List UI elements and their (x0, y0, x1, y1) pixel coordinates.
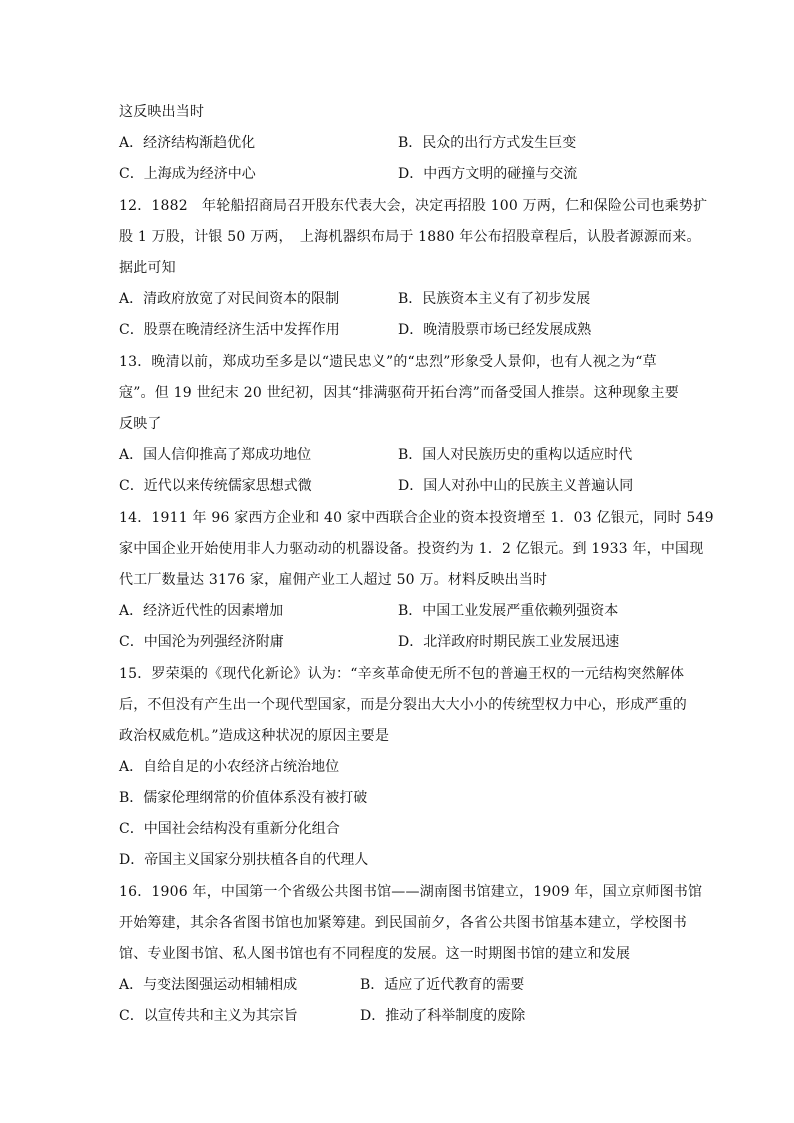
q15-option-b: B．儒家伦理纲常的价值体系没有被打破 (119, 790, 368, 806)
q11-option-c: C．上海成为经济中心 (119, 166, 256, 182)
q13-option-d: D．国人对孙中山的民族主义普遍认同 (398, 478, 634, 494)
q12-stem-line-2: 股 1 万股，计银 50 万两， 上海机器织布局于 1880 年公布招股章程后，认股者源源而来。 (119, 229, 701, 245)
q13-stem-line-1: 13．晚清以前，郑成功至多是以“遗民忠义”的“忠烈”形象受人景仰，也有人视之为“草 (119, 354, 657, 370)
q11-option-d: D．中西方文明的碰撞与交流 (398, 166, 578, 182)
q16-stem-line-1: 16．1906 年，中国第一个省级公共图书馆——湖南图书馆建立，1909 年，国立京师图书馆 (119, 884, 703, 900)
q13-option-b: B．国人对民族历史的重构以适应时代 (398, 447, 633, 463)
q16-option-b: B．适应了近代教育的需要 (360, 977, 525, 993)
q16-stem-line-3: 馆、专业图书馆、私人图书馆也有不同程度的发展。这一时期图书馆的建立和发展 (119, 946, 631, 962)
q12-option-b: B．民族资本主义有了初步发展 (398, 291, 591, 307)
q15-option-c: C．中国社会结构没有重新分化组合 (119, 821, 340, 837)
q15-option-a: A．自给自足的小农经济占统治地位 (119, 759, 340, 775)
q14-stem-line-3: 代工厂数量达 3176 家，雇佣产业工人超过 50 万。材料反映出当时 (119, 572, 548, 588)
q12-stem-line-1: 12．1882 年轮船招商局召开股东代表大会，决定再招股 100 万两，仁和保险公司也乘势扩 (119, 198, 708, 214)
q15-option-d: D．帝国主义国家分别扶植各自的代理人 (119, 852, 369, 868)
q15-stem-line-3: 政治权威危机。”造成这种状况的原因主要是 (119, 728, 390, 744)
q15-stem-line-1: 15．罗荣渠的《现代化新论》认为：“辛亥革命使无所不包的普遍王权的一元结构突然解体 (119, 666, 685, 682)
q11-stem: 这反映出当时 (119, 104, 205, 120)
q15-stem-line-2: 后，不但没有产生出一个现代型国家，而是分裂出大大小小的传统型权力中心，形成严重的 (119, 697, 687, 713)
q14-option-a: A．经济近代性的因素增加 (119, 603, 284, 619)
q12-stem-line-3: 据此可知 (119, 260, 176, 276)
q12-option-a: A．清政府放宽了对民间资本的限制 (119, 291, 340, 307)
q13-stem-line-2: 寇”。但 19 世纪末 20 世纪初，因其“排满驱荷开拓台湾”而备受国人推崇。这种现象主要 (119, 385, 679, 401)
q14-option-c: C．中国沦为列强经济附庸 (119, 634, 284, 650)
q11-option-a: A．经济结构渐趋优化 (119, 135, 256, 151)
q12-option-d: D．晚清股票市场已经发展成熟 (398, 322, 592, 338)
q14-option-b: B．中国工业发展严重依赖列强资本 (398, 603, 619, 619)
q13-option-a: A．国人信仰推高了郑成功地位 (119, 447, 312, 463)
q13-option-c: C．近代以来传统儒家思想式微 (119, 478, 312, 494)
q14-stem-line-2: 家中国企业开始使用非人力驱动动的机器设备。投资约为 1．2 亿银元。到 1933 年，中国现 (119, 541, 704, 557)
q11-option-b: B．民众的出行方式发生巨变 (398, 135, 577, 151)
q16-stem-line-2: 开始筹建，其余各省图书馆也加紧筹建。到民国前夕，各省公共图书馆基本建立，学校图书 (119, 915, 687, 931)
q16-option-d: D．推动了科举制度的废除 (360, 1008, 526, 1024)
q16-option-a: A．与变法图强运动相辅相成 (119, 977, 298, 993)
q14-stem-line-1: 14．1911 年 96 家西方企业和 40 家中西联合企业的资本投资增至 1．03 亿银元，同时 549 (119, 510, 714, 526)
q12-option-c: C．股票在晚清经济生活中发挥作用 (119, 322, 340, 338)
q16-option-c: C．以宣传共和主义为其宗旨 (119, 1008, 298, 1024)
q14-option-d: D．北洋政府时期民族工业发展迅速 (398, 634, 620, 650)
q13-stem-line-3: 反映了 (119, 416, 162, 432)
